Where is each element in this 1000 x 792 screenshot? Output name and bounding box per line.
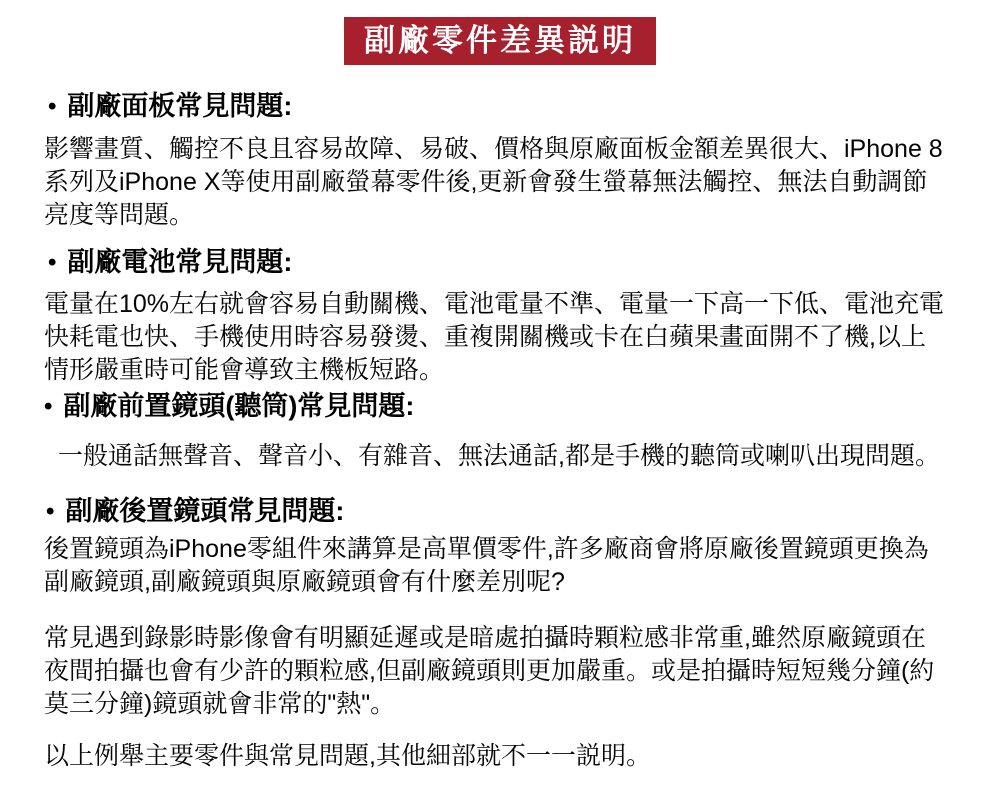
bullet-icon: • [44,393,53,420]
section-heading-battery-label: 副廠電池常見問題: [67,247,293,277]
paragraph-line: 副廠鏡頭,副廠鏡頭與原廠鏡頭會有什麼差別呢? [44,568,565,596]
bullet-icon: • [48,93,57,120]
section-heading-rear-camera-label: 副廠後置鏡頭常見問題: [65,496,345,526]
closing-note: 以上例舉主要零件與常見問題,其他細部就不一一説明。 [44,742,651,770]
bullet-icon: • [46,498,55,525]
paragraph-line: 一般通話無聲音、聲音小、有雜音、無法通話,都是手機的聽筒或喇叭出現問題。 [58,442,940,470]
section-paragraph-rear-camera-2 [0,622,1000,721]
paragraph-line: 情形嚴重時可能會導致主機板短路。 [44,356,445,384]
section-paragraph-front-camera [0,440,1000,473]
section-heading-panel-label: 副廠面板常見問題: [67,91,293,121]
paragraph-line: 快耗電也快、手機使用時容易發燙、重複開關機或卡在白蘋果畫面開不了機,以上 [44,323,926,351]
section-heading-front-camera [0,390,1000,423]
bullet-icon: • [48,249,57,276]
paragraph-line: 莫三分鐘)鏡頭就會非常的"熱"。 [44,690,396,718]
section-heading-panel [0,90,1000,123]
paragraph-line: 系列及iPhone X等使用副廠螢幕零件後,更新會發生螢幕無法觸控、無法自動調節 [44,168,928,196]
section-heading-rear-camera [0,495,1000,528]
section-heading-front-camera-label: 副廠前置鏡頭(聽筒)常見問題: [63,391,415,421]
paragraph-line: 後置鏡頭為iPhone零組件來講算是高單價零件,許多廠商會將原廠後置鏡頭更換為 [44,535,929,563]
section-paragraph-panel [0,133,1000,232]
paragraph-line: 常見遇到錄影時影像會有明顯延遲或是暗處拍攝時顆粒感非常重,雖然原廠鏡頭在 [44,624,926,652]
paragraph-line: 電量在10%左右就會容易自動關機、電池電量不準、電量一下高一下低、電池充電 [44,290,945,318]
paragraph-line: 影響畫質、觸控不良且容易故障、易破、價格與原廠面板金額差異很大、iPhone 8 [44,135,943,163]
page-title: 副廠零件差異説明 [344,17,656,65]
paragraph-line: 夜間拍攝也會有少許的顆粒感,但副廠鏡頭則更加嚴重。或是拍攝時短短幾分鐘(約 [44,657,935,685]
section-heading-battery [0,246,1000,279]
section-paragraph-battery [0,288,1000,387]
section-paragraph-rear-camera-1 [0,533,1000,599]
paragraph-line: 亮度等問題。 [44,201,195,229]
